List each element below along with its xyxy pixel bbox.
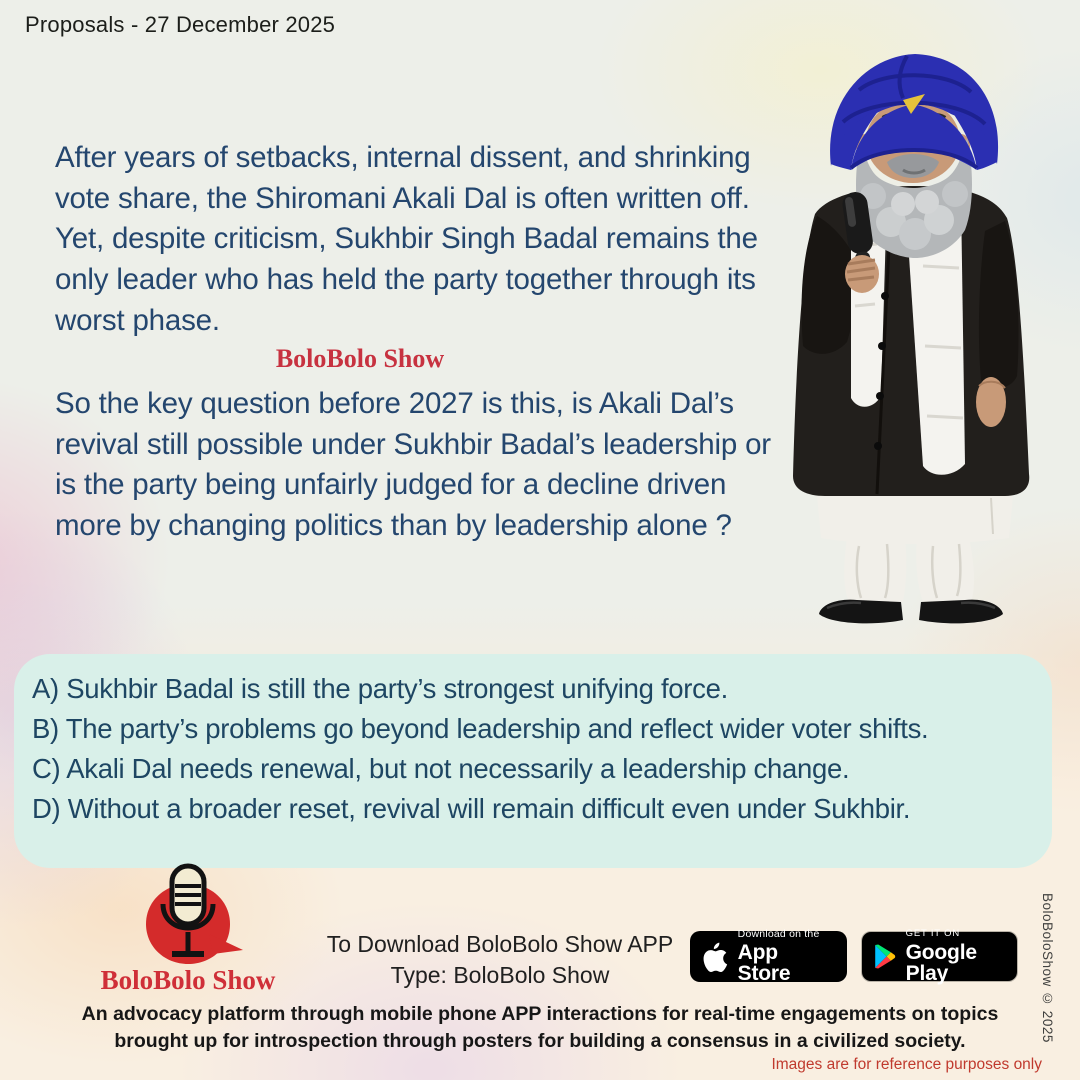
options-panel [14, 654, 1052, 868]
option-c: C) Akali Dal needs renewal, but not necessarily a leadership change. [32, 753, 850, 784]
question-paragraph: So the key question before 2027 is this, is Akali Dal’s revival still possible under Sukhbir Badal’s leadership or is the party being unfairly judged for a decline driven more by changing politics than by leadership alone ? [55, 387, 771, 543]
tagline-line-2: brought up for introspection through posters for building a consensus in a civilized society. [114, 1030, 966, 1052]
image-disclaimer: Images are for reference purposes only [771, 1056, 1042, 1073]
app-store-badge[interactable] [690, 927, 847, 986]
download-line-1: To Download BoloBolo Show APP [326, 931, 674, 957]
option-a: A) Sukhbir Badal is still the party’s strongest unifying force. [32, 673, 728, 704]
platform-tagline [0, 1001, 1080, 1055]
microphone-logo-icon [125, 862, 251, 966]
option-b: B) The party’s problems go beyond leadership and reflect wider voter shifts. [32, 713, 929, 744]
brand-logo-text: BoloBolo Show [100, 965, 276, 995]
google-play-badge-label: Google Play [905, 940, 977, 985]
option-d: D) Without a broader reset, revival will remain difficult even under Sukhbir. [32, 793, 911, 824]
apple-icon [702, 942, 728, 972]
person-caricature-icon [755, 46, 1075, 636]
copyright-vertical: BoloBoloShow © 2025 [1040, 893, 1055, 1043]
person-illustration [755, 46, 1075, 636]
app-store-badge-caption: Download on the [737, 927, 820, 940]
page-title: Proposals - 27 December 2025 [25, 12, 336, 37]
download-line-2: Type: BoloBolo Show [390, 962, 610, 988]
google-play-badge[interactable] [861, 928, 1018, 985]
google-play-badge-caption: GET IT ON [905, 928, 961, 940]
app-store-badge-label: App Store [737, 941, 791, 986]
intro-paragraph: After years of setbacks, internal dissent, and shrinking vote share, the Shiromani Akali Dal is often written off. Yet, despite criticism, Sukhbir Singh Badal remains the only leader who has held the party together through its worst phase. [55, 141, 758, 337]
google-play-icon [874, 942, 896, 971]
tagline-line-1: An advocacy platform through mobile phone APP interactions for real-time engagements on topics [81, 1003, 999, 1025]
brand-logo [88, 862, 288, 996]
download-instructions [320, 929, 680, 991]
watermark-text: BoloBolo Show [275, 344, 445, 373]
